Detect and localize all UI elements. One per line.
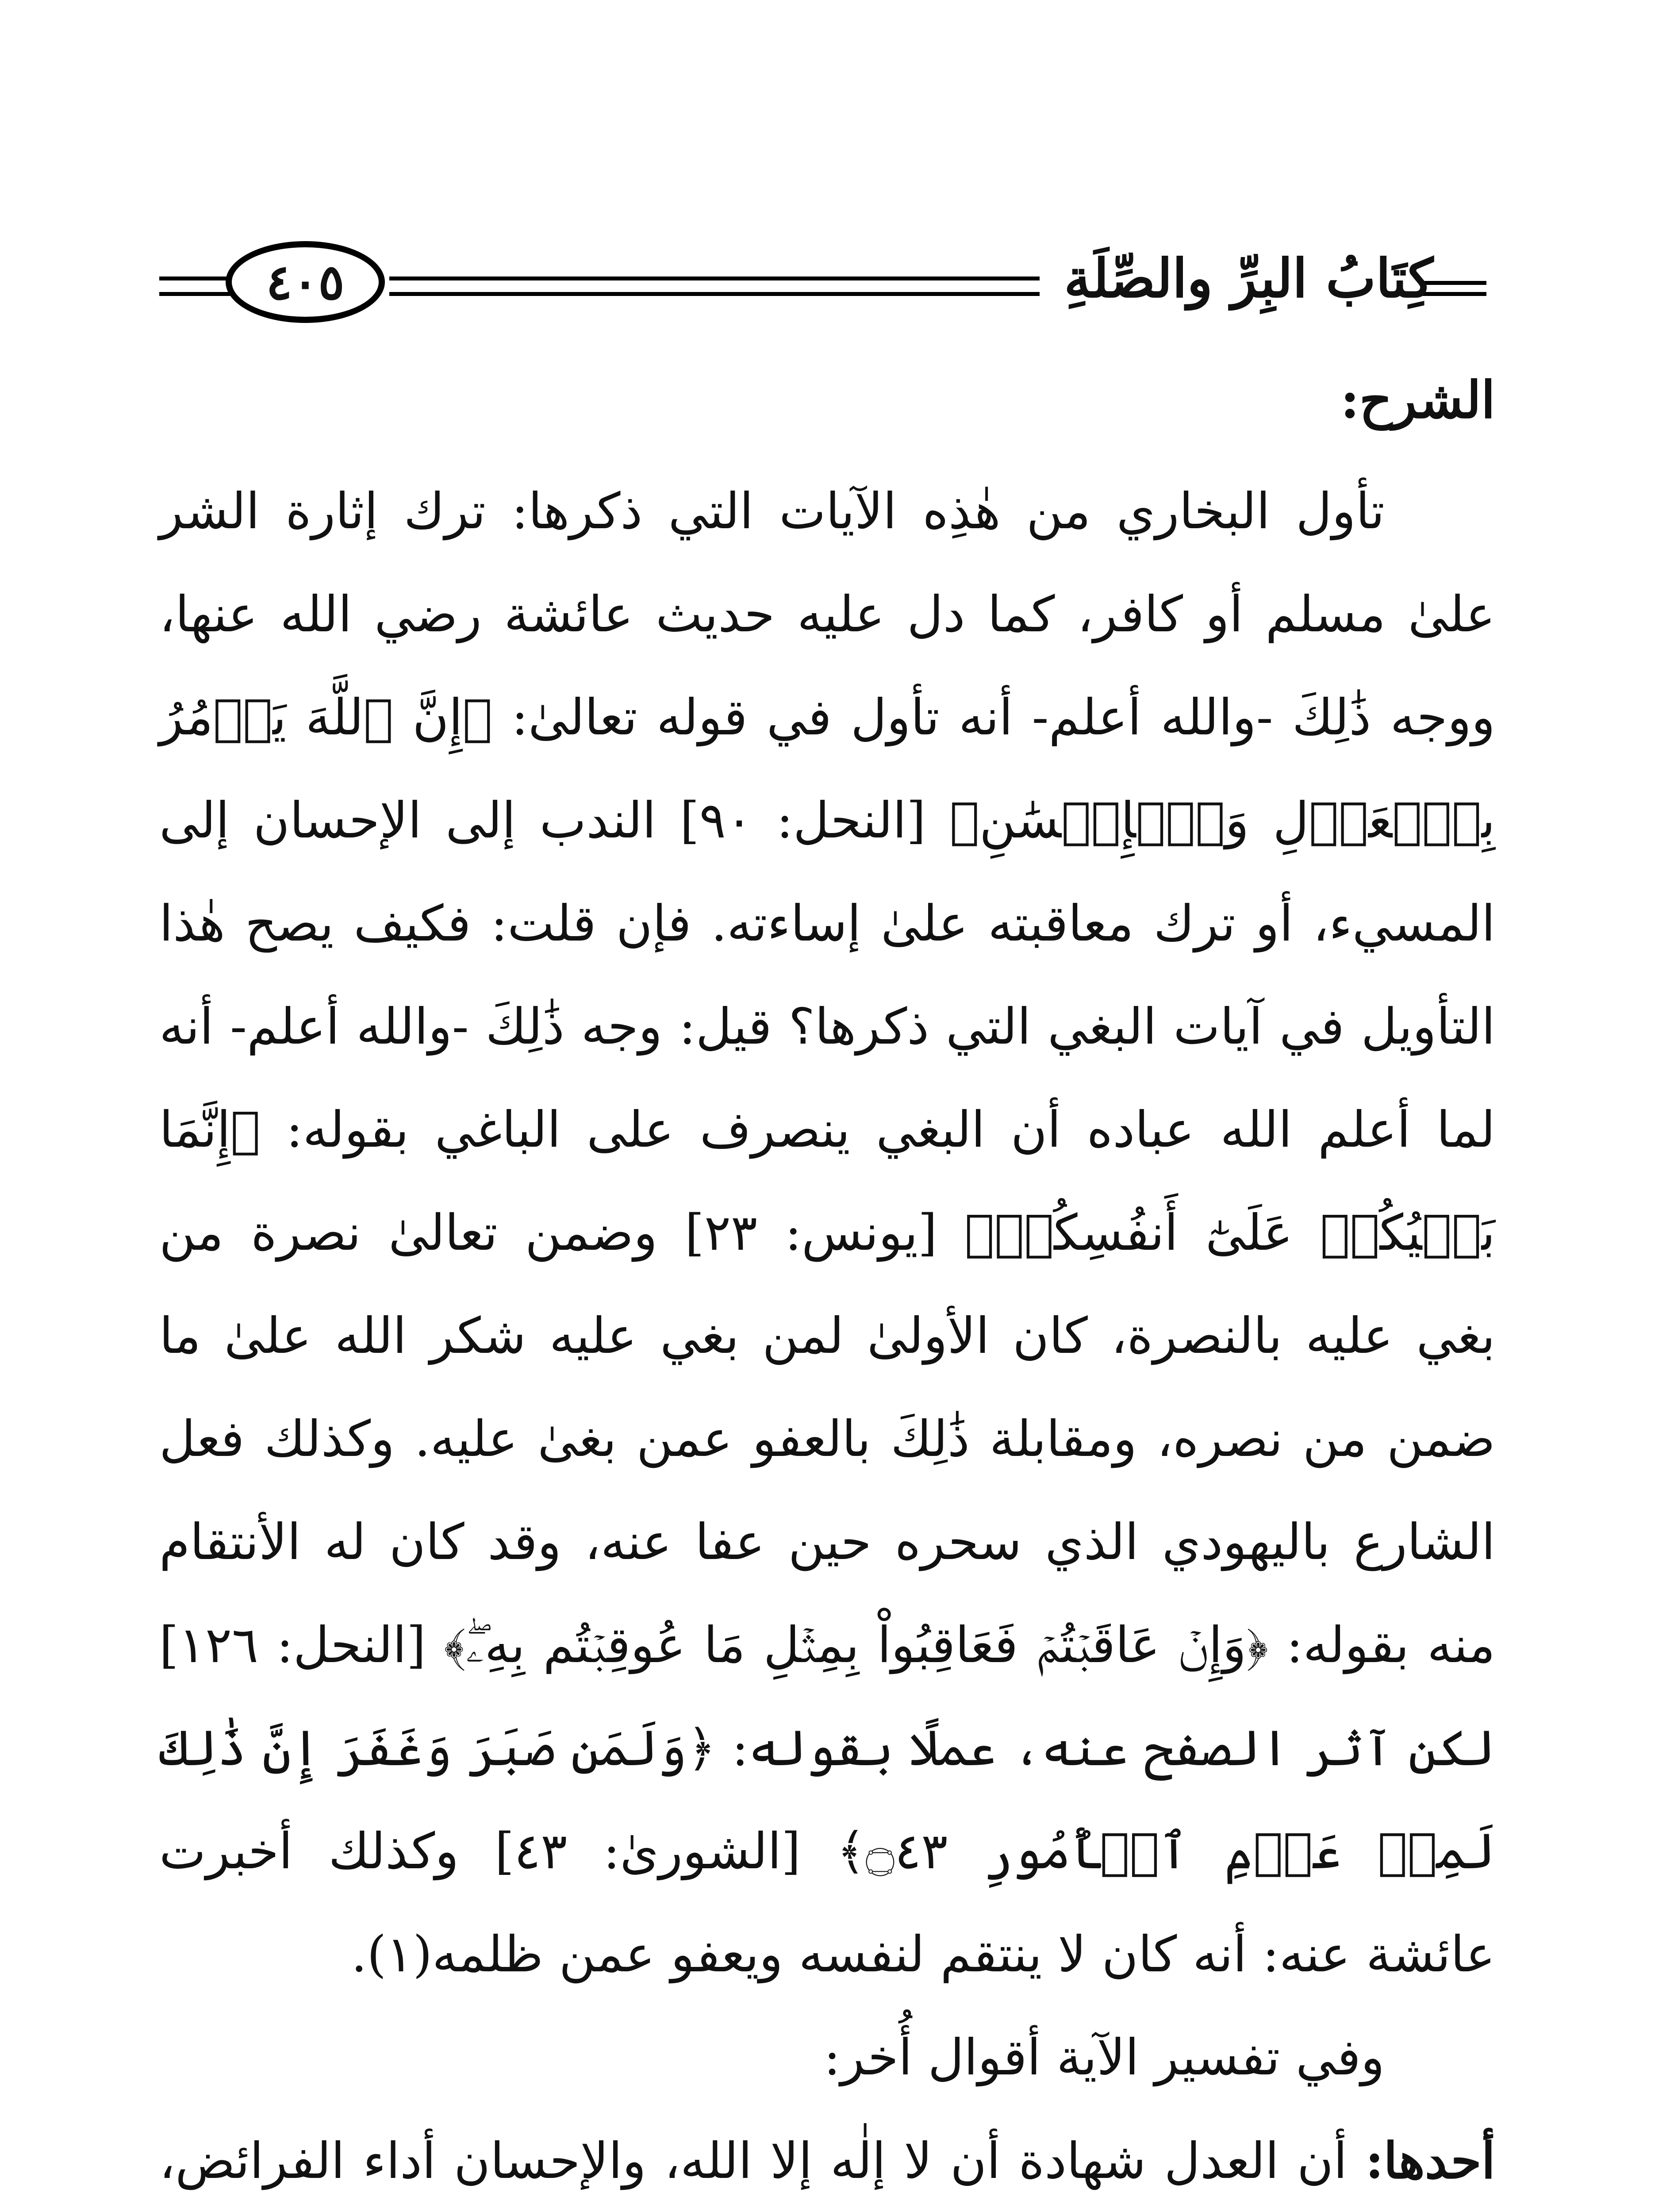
header-rule-left-bottom <box>159 292 230 296</box>
header-rule-left-top <box>159 276 230 280</box>
page-body <box>159 367 1495 2212</box>
page-number: ٤٠٥ <box>266 253 345 311</box>
commentary-paragraph: تأول البخاري من هٰذِه الآيات التي ذكرها: ترك إثارة الشر علىٰ مسلم أو كافر، كما دل عليه حديث عائشة رضي الله عنها، ووجه ذَٰلِكَ -والله أعلم- أنه تأول في قوله تعالىٰ: ﴿إِنَّ ٱللَّهَ يَأۡمُرُ بِٱلۡعَدۡلِ وَٱلۡإِحۡسَٰنِ﴾ [النحل: ٩٠] الندب إلى الإحسان إلى المسيء، أو ترك معاقبته علىٰ إساءته. فإن قلت: فكيف يصح هٰذا التأويل في آيات البغي التي ذكرها؟ قيل: وجه ذَٰلِكَ -والله أعلم- أنه لما أعلم الله عباده أن البغي ينصرف على الباغي بقوله: ﴿إِنَّمَا بَغۡيُكُمۡ عَلَىٰٓ أَنفُسِكُمۖ﴾ [يونس: ٢٣] وضمن تعالىٰ نصرة من بغي عليه بالنصرة، كان الأولىٰ لمن بغي عليه شكر الله علىٰ ما ضمن من نصره، ومقابلة ذَٰلِكَ بالعفو عمن بغىٰ عليه. وكذلك فعل الشارع باليهودي الذي سحره حين عفا عنه، وقد كان له الأنتقام منه بقوله: ﴿وَإِنۡ عَاقَبۡتُمۡ فَعَاقِبُواْ بِمِثۡلِ مَا عُوقِبۡتُم بِهِۦۖ﴾ [النحل: ١٢٦] لكن آثر الصفح عنه، عملًا بقوله: ﴿وَلَمَن صَبَرَ وَغَفَرَ إِنَّ ذَٰلِكَ لَمِنۡ عَزۡمِ ٱلۡأُمُورِ ۝٤٣﴾ [الشورىٰ: ٤٣] وكذلك أخبرت عائشة عنه: أنه كان لا ينتقم لنفسه ويعفو عمن ظلمه(١). <box>159 482 1496 1983</box>
first-opinion-lead: أحدها: <box>1365 2131 1495 2190</box>
section-heading: الشرح: <box>1340 370 1495 430</box>
opinions-intro-paragraph: وفي تفسير الآية أقوال أُخر: <box>824 2028 1385 2086</box>
header-rule-middle-top <box>389 276 1040 280</box>
header-rule-middle-bottom <box>389 292 1040 296</box>
first-opinion-text: أن العدل شهادة أن لا إلٰه إلا الله، والإحسان أداء الفرائض، <box>159 2132 1348 2190</box>
page-header <box>159 234 1486 336</box>
running-title: كِتَابُ البِرِّ والصِّلَةِ <box>1064 247 1433 310</box>
page-number-badge <box>226 241 385 323</box>
first-opinion-paragraph <box>159 2109 1495 2212</box>
